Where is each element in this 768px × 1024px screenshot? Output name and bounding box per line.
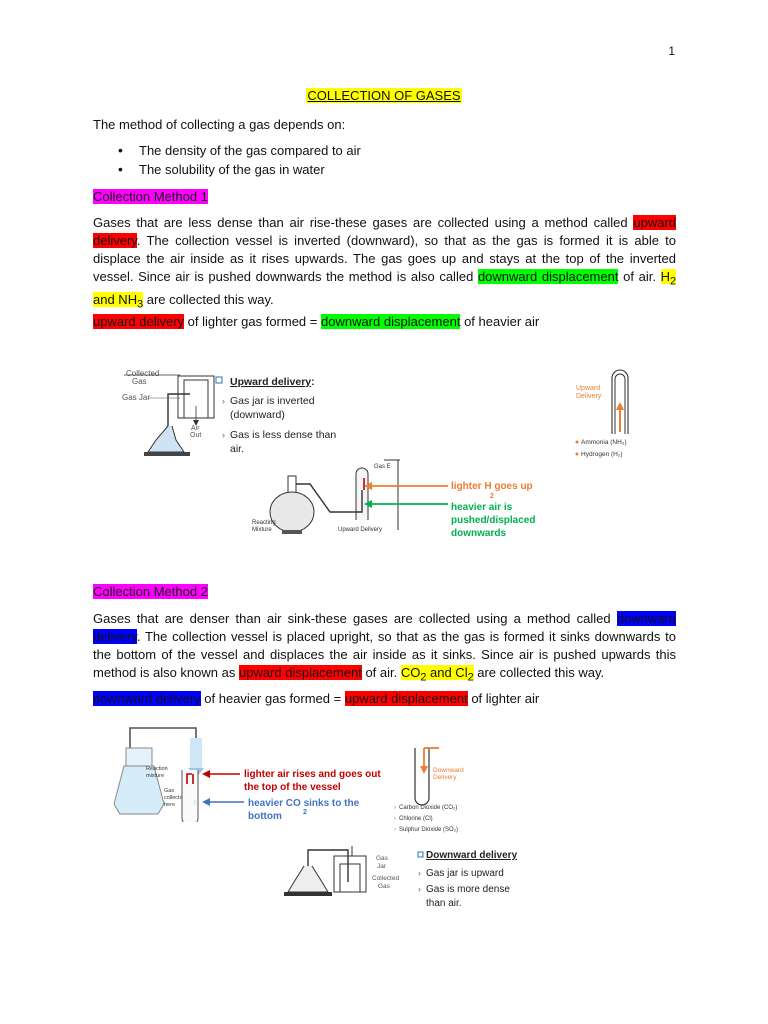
method1-text-c: of air. <box>618 269 661 284</box>
page-title: COLLECTION OF GASES <box>307 88 461 103</box>
method2-eq-hl1: downward delivery <box>93 691 201 706</box>
delivery-label-2: Delivery <box>433 774 457 781</box>
downward-label: Downward <box>433 767 464 774</box>
gas-jar-label-2b: Jar <box>377 863 387 870</box>
upward-delivery-apparatus-figure <box>118 366 358 462</box>
page-number: 1 <box>668 44 675 58</box>
downward-item-1: Gas jar is upward <box>426 868 504 879</box>
upward-delivery-box-title: Upward delivery: <box>230 376 315 388</box>
upward-item-2: Gas is less dense than <box>230 429 337 441</box>
gas-collects-label-2: collects <box>164 795 183 801</box>
method2-hl-upward-displacement: upward displacement <box>238 665 362 680</box>
method2-heading-row <box>93 583 676 601</box>
method1-text-b: . The collection vessel is inverted (downward), so that as the gas is formed it is able to displace the air inside as it rises upwards. The gas goes up and stays at the top of the inverted vessel. Since air is pushed downwards the method is also called <box>93 233 676 284</box>
method1-text-d: are collected this way. <box>143 291 274 307</box>
collected-gas-label: Collected <box>126 369 160 378</box>
method1-equation <box>93 313 676 331</box>
method1-eq-hl1: upward delivery <box>93 314 185 329</box>
mixture-label-2: mixture <box>146 773 165 779</box>
upward-delivery-flask-figure <box>250 456 550 556</box>
method1-hl-gases: $H_2$ and $NH_3$ <box>93 269 676 311</box>
out-label: Out <box>190 432 202 439</box>
heavier-co2-label-2: bottom <box>248 811 282 822</box>
ammonia-legend: Ammonia (NH₃) <box>581 439 627 446</box>
method2-hl-downward-delivery: downward delivery <box>93 611 676 644</box>
method1-eq-mid: of lighter gas formed = <box>184 314 321 329</box>
svg-text:⋮: ⋮ <box>192 800 198 806</box>
method1-eq-hl2: downward displacement <box>320 314 461 329</box>
method1-paragraph <box>93 214 676 313</box>
so2-legend: Sulphur Dioxide (SO₂) <box>399 827 459 833</box>
method1-hl-downward-displacement: downward displacement <box>477 269 619 284</box>
air-label: Air <box>191 425 200 432</box>
lighter-air-label-1: lighter air rises and goes out <box>244 769 381 780</box>
collected-gas-label-2: Gas <box>132 377 147 386</box>
method2-equation <box>93 690 676 708</box>
gas-collects-label-1: Gas <box>164 788 175 794</box>
method2-text-c: of air. <box>361 665 401 680</box>
heavier-air-label-3: downwards <box>451 528 507 539</box>
upward-label: Upward <box>576 385 601 392</box>
chlorine-legend: Chlorine (Cl) <box>399 816 433 822</box>
upward-item-1b: (downward) <box>230 409 285 421</box>
lighter-h2-label: lighter H goes up <box>451 481 533 492</box>
method2-heading: Collection Method 2 <box>93 584 208 599</box>
method2-eq-end: of lighter air <box>467 691 540 706</box>
title-row <box>0 88 768 103</box>
co2-subscript: 2 <box>303 809 307 816</box>
upward-item-2b: air. <box>230 443 245 455</box>
upward-delivery-caption: Upward Delivery <box>338 527 383 533</box>
bullet-item: • The solubility of the gas in water <box>118 160 361 179</box>
method2-eq-mid: of heavier gas formed = <box>200 691 345 706</box>
collected-label: Collected <box>372 875 400 882</box>
downward-delivery-flask-figure <box>110 722 390 822</box>
lighter-air-label-2: the top of the vessel <box>244 782 341 793</box>
method1-hl-upward-delivery: upward delivery <box>93 215 676 248</box>
hydrogen-legend: Hydrogen (H₂) <box>581 451 623 458</box>
reaction-label: Reaction <box>146 766 168 772</box>
gas-e-label: Gas E <box>374 464 391 470</box>
svg-text:›: › <box>222 430 225 440</box>
mixture-label: Mixture <box>252 527 272 533</box>
gas-jar-label-2: Gas <box>376 855 388 862</box>
svg-text:›: › <box>394 826 397 833</box>
downward-item-2b: than air. <box>426 898 462 909</box>
method2-eq-hl2: upward displacement <box>344 691 468 706</box>
svg-text:›: › <box>222 396 225 406</box>
upward-item-1: Gas jar is inverted <box>230 395 315 407</box>
downward-delivery-tube-figure <box>393 742 493 836</box>
method2-paragraph <box>93 610 676 687</box>
svg-text:›: › <box>394 815 397 822</box>
method2-text-d: are collected this way. <box>473 665 605 680</box>
downward-delivery-box-title: Downward delivery <box>426 850 518 861</box>
heavier-air-label-2: pushed/displaced <box>451 515 536 526</box>
method2-text-a: Gases that are denser than air sink-these gases are collected using a method called <box>93 611 617 626</box>
h2-subscript: 2 <box>490 493 494 500</box>
upward-delivery-tube-figure <box>566 366 656 462</box>
svg-text:›: › <box>418 884 421 894</box>
intro-text: The method of collecting a gas depends on: <box>93 117 346 132</box>
downward-delivery-apparatus-figure <box>284 842 528 912</box>
gas-collects-label-3: here <box>164 802 176 808</box>
gas-jar-label: Gas Jar <box>122 393 151 402</box>
reacting-label: Reacting <box>252 520 276 526</box>
method1-heading: Collection Method 1 <box>93 189 208 204</box>
downward-item-2: Gas is more dense <box>426 884 510 895</box>
method1-heading-row <box>93 188 676 206</box>
method2-text-b: . The collection vessel is placed upright, so that as the gas is formed it sinks downwards to the bottom of the vessel and displaces the air inside as it sinks. Since air is pushed upwards this method is also known as <box>93 629 676 680</box>
svg-text:›: › <box>394 804 397 811</box>
method2-hl-gases: $CO_2$ and $Cl_2$ <box>400 665 474 684</box>
delivery-label: Delivery <box>576 393 602 400</box>
heavier-co2-label-1: heavier CO sinks to the <box>248 798 360 809</box>
method1-text-a: Gases that are less dense than air rise-these gases are collected using a method called <box>93 215 634 230</box>
svg-text:›: › <box>418 868 421 878</box>
heavier-air-label-1: heavier air is <box>451 502 513 513</box>
bullet-item: • The density of the gas compared to air <box>118 141 361 160</box>
co2-legend: Carbon Dioxide (CO₂) <box>399 805 458 811</box>
bullet-list <box>118 141 361 179</box>
collected-gas-label-3: Gas <box>378 883 390 890</box>
method1-eq-end: of heavier air <box>460 314 540 329</box>
